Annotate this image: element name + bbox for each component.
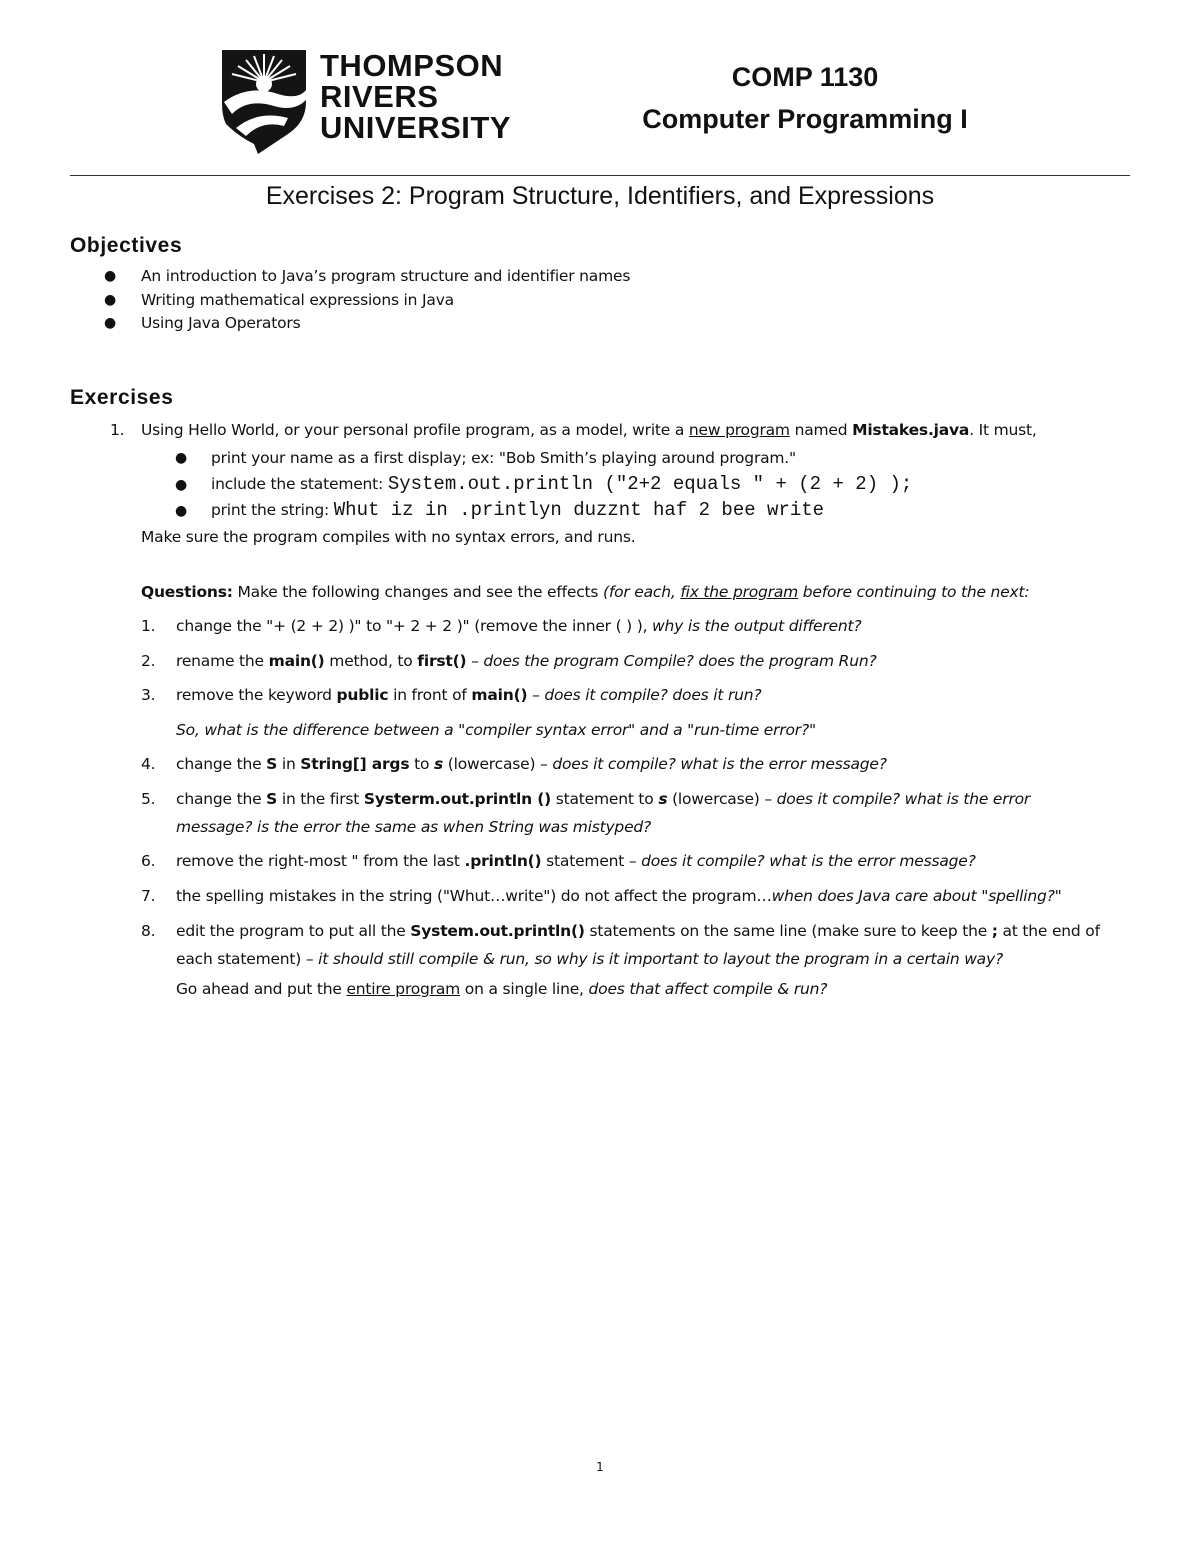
keyword-main: main() [471,686,528,704]
question-8 [176,922,1100,940]
question-3 [176,686,761,704]
exercise-number: 1. [110,421,125,439]
objectives-heading: Objectives [70,234,183,257]
question-number: 4. [141,755,156,773]
keyword-println: System.out.println() [410,922,585,940]
university-name-line3: UNIVERSITY [320,110,512,145]
bullet-icon: ● [104,268,117,284]
new-program-emphasis: new program [688,421,790,439]
question-5-ask: does it compile? what is the error [776,790,1031,808]
question-1-ask: why is the output different? [652,617,862,635]
keyword-s: S [266,755,278,773]
question-number: 6. [141,852,156,870]
code-snippet: System.out.println ("2+2 equals " + (2 + 2) ); [387,473,913,495]
page-number: 1 [596,1460,604,1474]
question-2-ask: does the program Compile? does the program Run? [483,652,877,670]
question-6-ask: does it compile? what is the error message? [641,852,976,870]
question-5-continued-text: message? is the error the same as when String was mistyped? [176,818,652,836]
question-8-text: on a single line, [460,980,589,998]
bullet-icon: ● [175,450,188,466]
question-3-followup [176,721,816,739]
question-8-line3 [176,980,827,998]
question-4-text: (lowercase) – [443,755,553,773]
question-8-text: at the end of [997,922,1100,940]
question-3-text: remove the keyword [176,686,337,704]
sub-item-string [211,499,824,521]
keyword-println: .println() [464,852,542,870]
question-8-ask-final: does that affect compile & run? [588,980,828,998]
question-7-ask: when does Java care about "spelling?" [771,887,1062,905]
university-name-line1: THOMPSON [320,48,504,83]
question-2-text: method, to [324,652,418,670]
question-1-text: change the "+ (2 + 2) )" to "+ 2 + 2 )" (remove the inner ( ) ), [176,617,653,635]
code-snippet: Whut iz in .printlyn duzznt haf 2 bee write [333,499,825,521]
keyword-lowercase-s: s [433,755,444,773]
question-8-text: each statement) – [176,950,319,968]
exercise-1-pre: Using Hello World, or your personal profile program, as a model, write a [141,421,689,439]
question-5 [176,790,1030,808]
question-5-continued [176,818,651,836]
sub-item-statement-label: include the statement: [211,475,388,493]
questions-label: Questions: [141,583,233,601]
question-7 [176,887,1062,905]
question-4-text: to [409,755,434,773]
question-4-ask: does it compile? what is the error message? [552,755,887,773]
logo-emblem-icon [218,44,310,156]
question-number: 3. [141,686,156,704]
university-logo [218,44,518,159]
question-number: 2. [141,652,156,670]
question-number: 8. [141,922,156,940]
question-1 [176,617,861,635]
bullet-icon: ● [175,503,188,519]
question-8-ask: it should still compile & run, so why is it important to layout the program in a certain way? [318,950,1003,968]
question-8-text: Go ahead and put the [176,980,347,998]
keyword-first: first() [417,652,467,670]
questions-intro [141,583,1029,601]
keyword-s: S [266,790,278,808]
question-3-text: in front of [388,686,472,704]
questions-intro-text: Make the following changes and see the effects [232,583,603,601]
question-8-line2 [176,950,1003,968]
question-3-ask: does it compile? does it run? [544,686,762,704]
keyword-main: main() [268,652,325,670]
objective-item: Writing mathematical expressions in Java [141,291,454,309]
keyword-string-args: String[] args [300,755,410,773]
question-5-text: statement to [550,790,659,808]
question-7-text: the spelling mistakes in the string ("Whut…write") do not affect the program… [176,887,772,905]
entire-program-emphasis: entire program [346,980,461,998]
question-2-text: rename the [176,652,269,670]
exercise-1-post: . It must, [969,421,1037,439]
keyword-lowercase-s: s [658,790,668,808]
sub-item-statement [211,473,912,495]
dash: – [527,686,545,704]
bullet-icon: ● [175,477,188,493]
question-4 [176,755,887,773]
question-5-text: change the [176,790,267,808]
bullet-icon: ● [104,292,117,308]
question-8-text: edit the program to put all the [176,922,411,940]
questions-intro-italic-end: before continuing to the next: [798,583,1030,601]
bullet-icon: ● [104,315,117,331]
keyword-semicolon: ; [991,922,998,940]
question-6-text: remove the right-most " from the last [176,852,465,870]
sub-item-string-label: print the string: [211,501,334,519]
exercise-1-text [141,421,1037,439]
question-5-text: (lowercase) – [667,790,777,808]
page-title: Exercises 2: Program Structure, Identifiers, and Expressions [265,182,935,210]
dash: – [466,652,484,670]
questions-intro-italic: (for each, [603,583,681,601]
sub-item-print-name: print your name as a first display; ex: "Bob Smith’s playing around program." [211,449,796,467]
exercise-1-mid: named [789,421,853,439]
question-6 [176,852,976,870]
compile-instruction: Make sure the program compiles with no syntax errors, and runs. [141,528,636,546]
university-name-line2: RIVERS [320,79,439,114]
question-3-followup-text: So, what is the difference between a "compiler syntax error" and a "run-time error?" [176,721,816,739]
file-name: Mistakes.java [852,421,970,439]
question-5-text: in the first [277,790,364,808]
objective-item: Using Java Operators [141,314,301,332]
question-8-text: statements on the same line (make sure to keep the [584,922,992,940]
course-code: COMP 1130 [731,62,879,92]
objective-item: An introduction to Java’s program structure and identifier names [141,267,631,285]
exercises-heading: Exercises [70,386,174,409]
keyword-println: Systerm.out.println () [363,790,551,808]
course-name: Computer Programming I [642,104,968,134]
question-2 [176,652,877,670]
question-4-text: in [277,755,301,773]
fix-program-emphasis: fix the program [680,583,799,601]
question-number: 7. [141,887,156,905]
question-6-text: statement – [541,852,642,870]
keyword-public: public [336,686,389,704]
header-divider [70,175,1130,176]
question-number: 5. [141,790,156,808]
question-4-text: change the [176,755,267,773]
question-number: 1. [141,617,156,635]
